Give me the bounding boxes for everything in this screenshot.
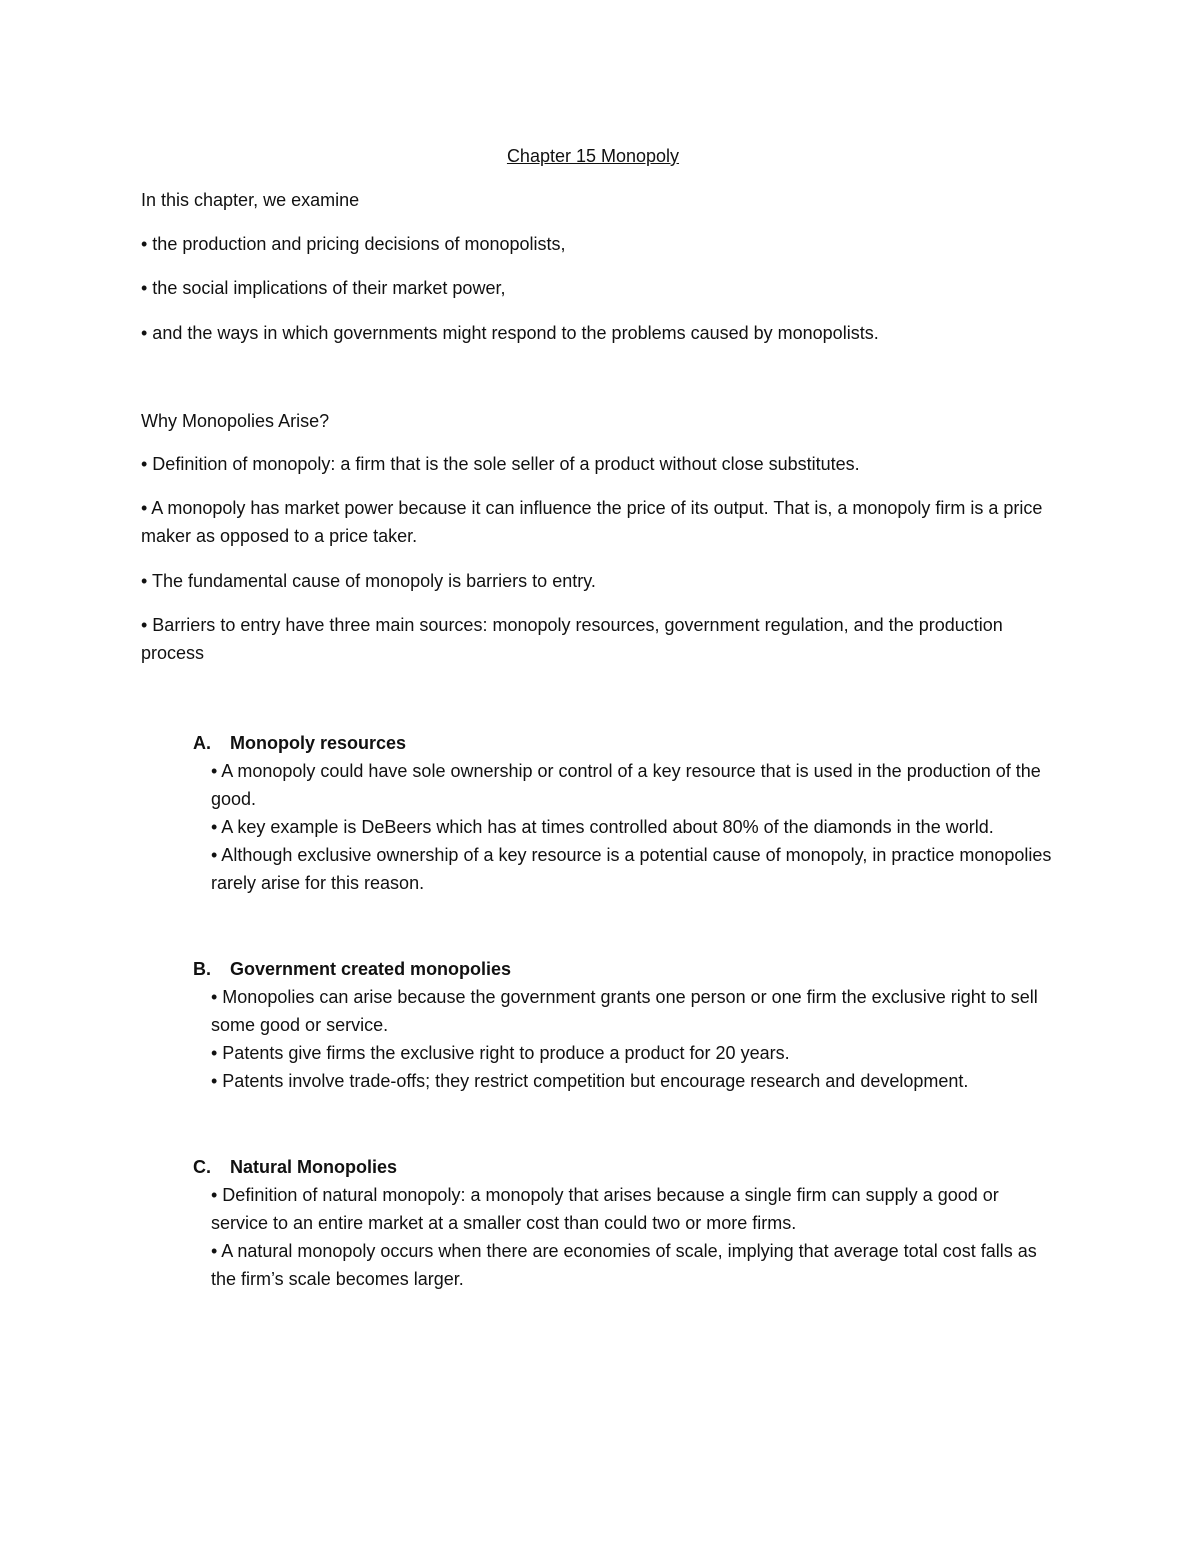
intro-bullet: • and the ways in which governments might respond to the problems caused by monopolists. (141, 323, 879, 343)
list-item: • Although exclusive ownership of a key resource is a potential cause of monopoly, in practice monopolies rarely arise for this reason. (211, 845, 1052, 893)
list-item: • Patents involve trade-offs; they restrict competition but encourage research and development. (211, 1071, 969, 1091)
section-letter: C. (193, 1157, 211, 1177)
why-bullet: • The fundamental cause of monopoly is barriers to entry. (141, 571, 596, 591)
list-item: • A monopoly could have sole ownership or control of a key resource that is used in the production of the good. (211, 761, 1041, 809)
why-bullet: • Definition of monopoly: a firm that is the sole seller of a product without close substitutes. (141, 454, 860, 474)
intro-bullet: • the production and pricing decisions of monopolists, (141, 234, 566, 254)
section-monopoly-resources (193, 729, 1053, 897)
why-heading: Why Monopolies Arise? (141, 411, 330, 431)
page-title: Chapter 15 Monopoly (506, 146, 680, 166)
section-title: Government created monopolies (230, 959, 512, 979)
section-natural-monopolies (193, 1153, 1053, 1293)
section-list (193, 757, 1053, 897)
section-letter: A. (193, 733, 211, 753)
list-item: • Monopolies can arise because the government grants one person or one firm the exclusive right to sell some good or service. (211, 987, 1038, 1035)
list-item: • A key example is DeBeers which has at times controlled about 80% of the diamonds in the world. (211, 817, 994, 837)
section-list (193, 1181, 1053, 1293)
section-government-monopolies (193, 955, 1053, 1095)
section-list (193, 983, 1053, 1095)
list-item: • Definition of natural monopoly: a monopoly that arises because a single firm can supply a good or service to an entire market at a smaller cost than could two or more firms. (211, 1185, 999, 1233)
section-letter: B. (193, 959, 211, 979)
section-heading (193, 1153, 1053, 1181)
list-item: • A natural monopoly occurs when there are economies of scale, implying that average total cost falls as the firm’s scale becomes larger. (211, 1241, 1037, 1289)
why-bullet: • Barriers to entry have three main sources: monopoly resources, government regulation, and the production process (141, 615, 1003, 663)
section-title: Natural Monopolies (230, 1157, 398, 1177)
intro-text: In this chapter, we examine (141, 190, 360, 210)
why-bullet: • A monopoly has market power because it can influence the price of its output. That is, a monopoly firm is a price maker as opposed to a price taker. (141, 498, 1043, 546)
section-title: Monopoly resources (230, 733, 407, 753)
section-heading (193, 729, 1053, 757)
section-heading (193, 955, 1053, 983)
intro-bullet: • the social implications of their market power, (141, 278, 506, 298)
list-item: • Patents give firms the exclusive right to produce a product for 20 years. (211, 1043, 790, 1063)
